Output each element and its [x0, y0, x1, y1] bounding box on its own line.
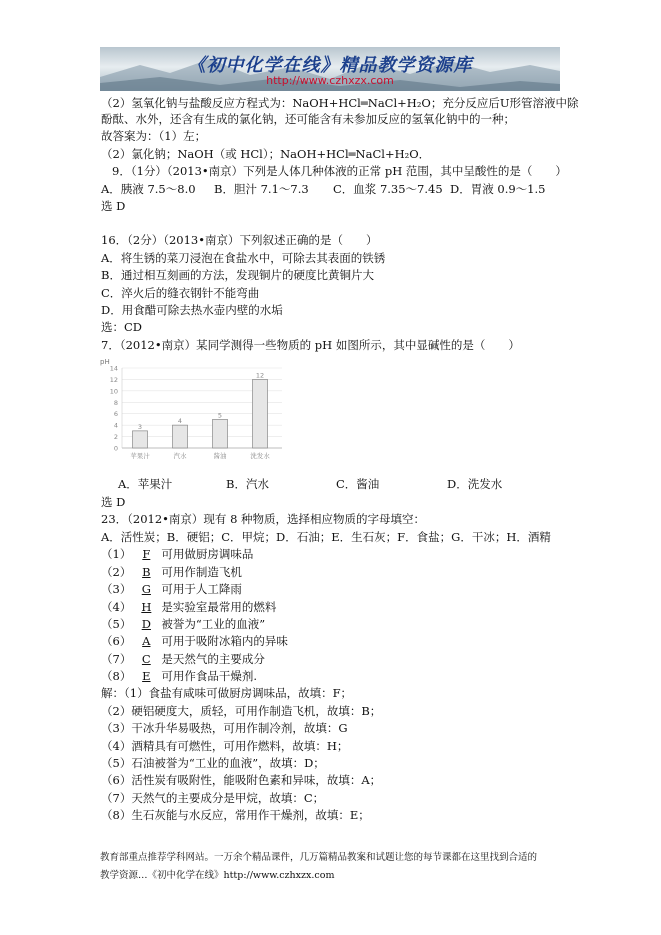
solution-line: （4）酒精具有可燃性，可用作燃料，故填：H； [101, 739, 349, 753]
q7-answer: 选 D [101, 495, 126, 509]
text-line: （2）氯化钠；NaOH（或 HCl）；NaOH+HCl═NaCl+H₂O． [101, 147, 431, 161]
q7-option-b: B．汽水 [226, 477, 269, 491]
q23-item-answer: D [141, 617, 151, 631]
y-axis-label: pH [100, 358, 110, 366]
y-tick-label: 12 [109, 375, 118, 384]
q9-option-b: B．胆汁 7.1～7.3 [214, 182, 309, 196]
x-tick-label: 汽水 [173, 452, 187, 460]
y-tick-label: 0 [113, 444, 118, 453]
bar [133, 431, 148, 448]
q9-option-a: A．胰液 7.5～8.0 [101, 182, 196, 196]
data-label: 5 [217, 411, 223, 420]
q23-item-number: （5） [101, 617, 132, 631]
q23-item [101, 600, 276, 614]
q23-item-answer: G [141, 582, 151, 596]
q23-item-text: 是实验室最常用的燃料 [161, 600, 277, 614]
q23-item-number: （7） [101, 652, 132, 666]
q23-item [101, 652, 265, 666]
q23-item-answer: C [141, 652, 151, 666]
q23-item [101, 634, 288, 648]
q16-answer: 选：CD [101, 320, 143, 334]
q9-option-c: C．血浆 7.35～7.45 [333, 182, 443, 196]
solution-line: （3）干冰升华易吸热，可用作制冷剂，故填：G [101, 721, 348, 735]
y-tick-label: 10 [109, 387, 118, 396]
q23-item [101, 617, 265, 631]
x-tick-label: 酱油 [213, 452, 227, 460]
q16-option-d: D．用食醋可除去热水壶内壁的水垢 [101, 303, 283, 317]
q23-item-text: 是天然气的主要成分 [161, 652, 265, 666]
x-tick-label: 苹果汁 [130, 452, 150, 460]
q16-option-a: A．将生锈的菜刀浸泡在食盐水中，可除去其表面的铁锈 [101, 251, 386, 265]
q23-item [101, 565, 242, 579]
q9-option-d: D．胃液 0.9～1.5 [450, 182, 546, 196]
banner-url[interactable]: http://www.czhxzx.com [266, 74, 394, 87]
q23-item-text: 可用于人工降雨 [161, 582, 242, 596]
y-tick-label: 4 [113, 421, 118, 430]
banner-title: 《初中化学在线》精品教学资源库 [187, 55, 473, 76]
bar [173, 425, 188, 448]
q9-answer: 选 D [101, 199, 126, 213]
text-line: （2）氢氧化钠与盐酸反应方程式为：NaOH+HCl═NaCl+H₂O；充分反应后U形管溶液中除 [101, 96, 579, 110]
question-23: 23．（2012•南京）现有 8 种物质，选择相应物质的字母填空： [101, 512, 426, 526]
y-tick-label: 6 [113, 410, 118, 419]
q16-option-b: B．通过相互刻画的方法，发现铜片的硬度比黄铜片大 [101, 268, 374, 282]
data-label: 4 [177, 417, 183, 426]
header-banner [100, 47, 560, 91]
q7-option-c: C．酱油 [336, 477, 380, 491]
q23-material-list: A．活性炭；B．硬铝；C．甲烷；D．石油；E．生石灰；F．食盐；G．干冰；H．酒精 [101, 530, 551, 544]
q23-item-answer: H [141, 600, 152, 614]
q7-option-a: A．苹果汁 [118, 477, 173, 491]
q23-item-answer: F [142, 547, 151, 561]
q23-item-text: 可用作食品干燥剂. [161, 669, 257, 683]
q23-item-answer: B [142, 565, 151, 579]
y-tick-label: 14 [109, 364, 118, 373]
q16-option-c: C．淬火后的缝衣钢针不能弯曲 [101, 286, 260, 300]
q23-item-number: （6） [101, 634, 132, 648]
q23-item-number: （2） [101, 565, 132, 579]
text-line: 故答案为：（1）左； [101, 129, 207, 143]
question-9: 9．（1分）（2013•南京）下列是人体几种体液的正常 pH 范围，其中呈酸性的是（ ） [112, 164, 567, 178]
bar [213, 419, 228, 448]
data-label: 3 [137, 422, 143, 431]
footer-line-2: 教学资源…《初中化学在线》http://www.czhxzx.com [100, 870, 335, 881]
footer-line-1: 教育部重点推荐学科网站。一万余个精品课件，几万篇精品教案和试题让您的每节课都在这里找到合适的 [100, 852, 538, 863]
x-tick-label: 洗发水 [250, 452, 270, 460]
solution-line: （5）石油被誉为“工业的血液”，故填：D； [101, 756, 325, 770]
solution-line: （8）生石灰能与水反应，常用作干燥剂，故填：E； [101, 808, 370, 822]
q23-item-text: 可用作制造飞机 [161, 565, 242, 579]
q23-item-answer: A [142, 634, 151, 648]
q23-item-text: 可用做厨房调味品 [161, 547, 254, 561]
question-16: 16．（2分）（2013•南京）下列叙述正确的是（ ） [101, 233, 378, 247]
q7-option-d: D．洗发水 [447, 477, 503, 491]
y-tick-label: 8 [113, 398, 118, 407]
q23-item-text: 被誉为“工业的血液” [161, 617, 266, 631]
data-label: 12 [255, 371, 265, 380]
solution-line: （6）活性炭有吸附性，能吸附色素和异味，故填：A； [101, 773, 382, 787]
bar [253, 379, 268, 448]
q23-item-text: 可用于吸附冰箱内的异味 [161, 634, 288, 648]
text-line: 酚酞、水外，还含有生成的氯化钠，还可能含有未参加反应的氢氧化钠中的一种； [101, 112, 515, 126]
question-7: 7．（2012•南京）某同学测得一些物质的 pH 如图所示，其中显碱性的是（ ） [101, 338, 520, 352]
y-tick-label: 2 [113, 433, 118, 442]
solution-line: （2）硬铝硬度大，质轻，可用作制造飞机，故填：B； [101, 704, 382, 718]
q23-item [101, 582, 242, 596]
q23-item [101, 669, 257, 683]
q23-item-answer: E [142, 669, 151, 683]
ph-bar-chart [98, 356, 288, 468]
q23-item-number: （1） [101, 547, 132, 561]
q23-item [101, 547, 253, 561]
q23-item-number: （8） [101, 669, 132, 683]
solution-line: （7）天然气的主要成分是甲烷，故填：C； [101, 791, 325, 805]
q23-item-number: （4） [101, 600, 132, 614]
solution-line: 解：（1）食盐有咸味可做厨房调味品，故填：F； [101, 686, 353, 700]
q23-item-number: （3） [101, 582, 132, 596]
